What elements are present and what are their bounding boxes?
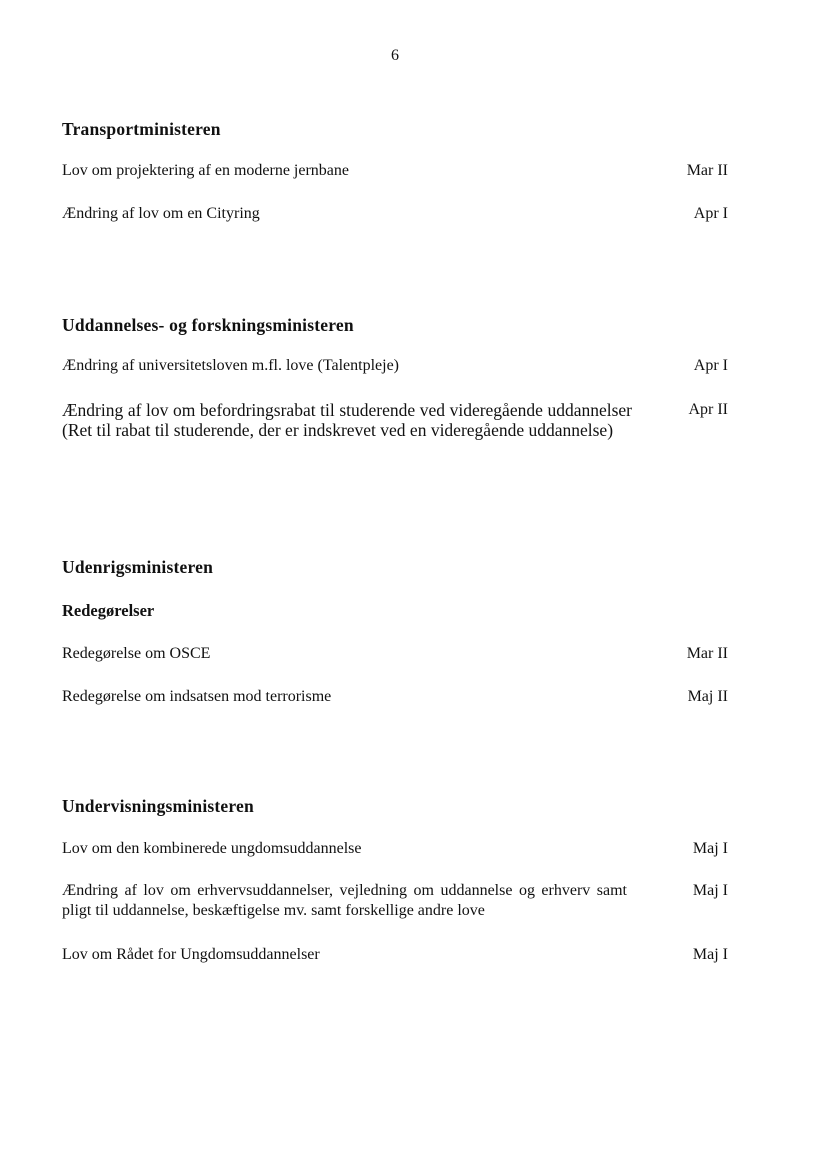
page-number: 6 <box>391 47 399 64</box>
item-text: Ændring af universitetsloven m.fl. love (Talentpleje) <box>62 357 400 374</box>
item-text: Lov om den kombinerede ungdomsuddannelse <box>62 840 362 857</box>
item-text: Ændring af lov om erhvervsuddannelser, vejledning om uddannelse og erhverv samt pligt til uddannelse, beskæftigelse mv. samt forskellige andre love <box>62 882 627 919</box>
section-heading-foreign-affairs: Udenrigsministeren <box>62 557 214 577</box>
item-text: Ændring af lov om befordringsrabat til studerende ved videregående uddannelser (Ret til rabat til studerende, der er indskrevet ved en videregående uddannelse) <box>62 400 632 440</box>
section-heading-transport: Transportministeren <box>62 119 221 139</box>
item-text: Lov om projektering af en moderne jernbane <box>62 162 349 179</box>
item-date: Apr I <box>693 357 728 374</box>
item-date: Apr II <box>688 401 728 418</box>
section-heading-education: Undervisningsministeren <box>62 796 254 816</box>
item-date: Maj II <box>687 688 728 705</box>
section-subheading-statements: Redegørelser <box>62 601 155 620</box>
item-text: Redegørelse om indsatsen mod terrorisme <box>62 688 332 705</box>
item-date: Maj I <box>692 946 728 963</box>
item-date: Maj I <box>692 882 728 899</box>
item-date: Mar II <box>686 645 728 662</box>
item-date: Mar II <box>686 162 728 179</box>
item-date: Maj I <box>692 840 728 857</box>
item-text: Ændring af lov om en Cityring <box>62 205 260 222</box>
item-text: Redegørelse om OSCE <box>62 645 211 662</box>
section-heading-education-research: Uddannelses- og forskningsministeren <box>62 315 354 335</box>
item-date: Apr I <box>693 205 728 222</box>
item-text: Lov om Rådet for Ungdomsuddannelser <box>62 946 320 963</box>
